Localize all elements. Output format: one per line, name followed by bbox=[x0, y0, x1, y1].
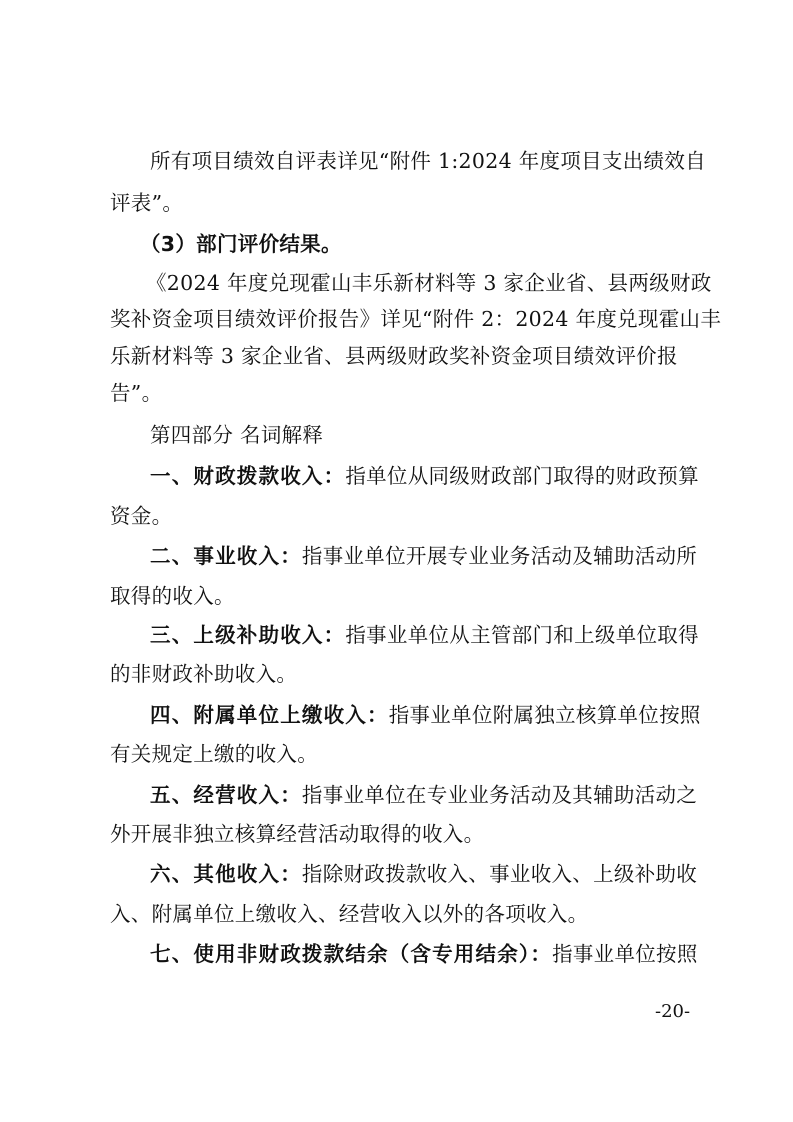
definition-3-line-2: 的非财政补助收入。 bbox=[110, 662, 298, 686]
page-number: -20- bbox=[655, 1001, 691, 1022]
definition-3-text: 指事业单位从主管部门和上级单位取得 bbox=[345, 623, 699, 647]
part-four-heading: 第四部分 名词解释 bbox=[150, 423, 324, 447]
definition-5-term: 五、经营收入： bbox=[150, 783, 302, 807]
dept-eval-heading: （3）部门评价结果。 bbox=[140, 232, 342, 256]
definition-6-line-2: 入、附属单位上缴收入、经营收入以外的各项收入。 bbox=[110, 902, 589, 926]
definition-6-term: 六、其他收入： bbox=[150, 862, 302, 886]
definition-4-term: 四、附属单位上缴收入： bbox=[150, 703, 389, 727]
definition-5-line-1 bbox=[150, 782, 697, 808]
definition-5-text: 指事业单位在专业业务活动及其辅助活动之 bbox=[301, 783, 698, 807]
definition-3-line-1 bbox=[150, 622, 699, 648]
definition-1-text: 指单位从同级财政部门取得的财政预算 bbox=[345, 464, 699, 488]
self-eval-line-1: 所有项目绩效自评表详见“附件 1:2024 年度项目支出绩效自 bbox=[150, 149, 706, 173]
definition-2-term: 二、事业收入： bbox=[150, 544, 302, 568]
definition-7-line-1 bbox=[150, 941, 698, 967]
definition-7-text: 指事业单位按照 bbox=[552, 942, 698, 966]
definition-6-text: 指除财政拨款收入、事业收入、上级补助收 bbox=[301, 862, 698, 886]
definition-7-term: 七、使用非财政拨款结余（含专用结余）： bbox=[150, 942, 553, 966]
definition-2-text: 指事业单位开展专业业务活动及辅助活动所 bbox=[301, 544, 698, 568]
definition-1-term: 一、财政拨款收入： bbox=[150, 464, 346, 488]
definition-6-line-1 bbox=[150, 861, 697, 887]
definition-5-line-2: 外开展非独立核算经营活动取得的收入。 bbox=[110, 822, 485, 846]
definition-2-line-1 bbox=[150, 543, 697, 569]
definition-4-line-2: 有关规定上缴的收入。 bbox=[110, 742, 318, 766]
report-line-1: 《2024 年度兑现霍山丰乐新材料等 3 家企业省、县两级财政 bbox=[146, 271, 712, 295]
report-line-3: 乐新材料等 3 家企业省、县两级财政奖补资金项目绩效评价报 bbox=[110, 344, 678, 368]
definition-1-line-2: 资金。 bbox=[110, 504, 173, 528]
self-eval-line-2: 评表”。 bbox=[110, 191, 184, 215]
definition-4-line-1 bbox=[150, 702, 701, 728]
definition-3-term: 三、上级补助收入： bbox=[150, 623, 346, 647]
definition-2-line-2: 取得的收入。 bbox=[110, 584, 235, 608]
definition-1-line-1 bbox=[150, 463, 699, 489]
report-line-4: 告”。 bbox=[110, 381, 163, 405]
definition-4-text: 指事业单位附属独立核算单位按照 bbox=[388, 703, 701, 727]
report-line-2: 奖补资金项目绩效评价报告》详见“附件 2：2024 年度兑现霍山丰 bbox=[110, 307, 722, 331]
